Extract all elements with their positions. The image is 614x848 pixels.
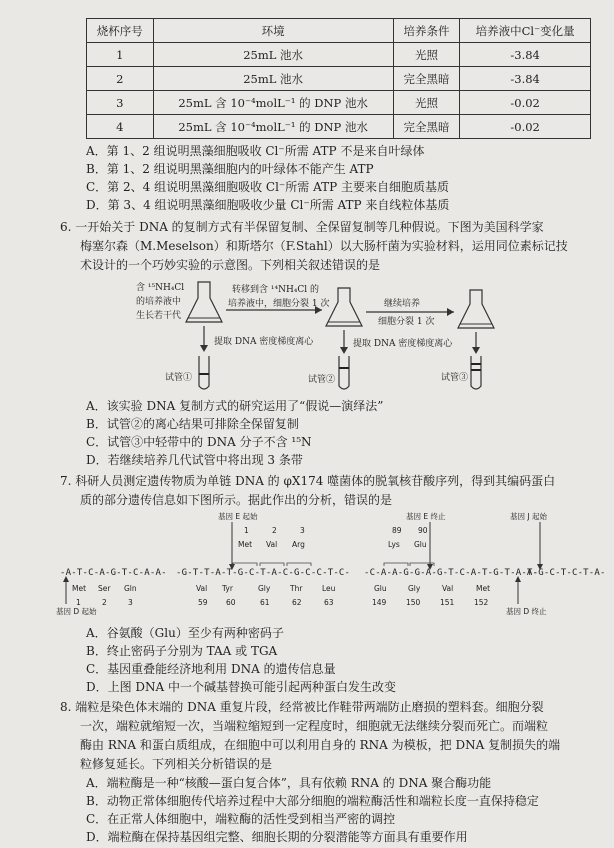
gene-d-codon-number: 1 — [76, 598, 81, 607]
gene-d-codon-number: 150 — [406, 598, 421, 607]
gene-d-codon-number: 60 — [226, 598, 236, 607]
q5-option-a: A．第 1、2 组说明黑藻细胞吸收 Cl⁻所需 ATP 不是来自叶绿体 — [86, 144, 425, 158]
gene-d-codon-number: 61 — [260, 598, 270, 607]
diagram-label: 提取 DNA 密度梯度离心 — [353, 339, 453, 349]
q8-option-c: C．在正常人体细胞中，端粒酶的活性受到相当严密的调控 — [86, 812, 396, 826]
codon-bracket-icon — [260, 563, 284, 566]
gene-d-amino-acid: Gln — [124, 584, 137, 593]
table-cell: 完全黑暗 — [393, 67, 460, 91]
gene-e-amino-acid: Arg — [292, 540, 305, 549]
q8-option-d: D．端粒酶在保持基因组完整、细胞长期的分裂潜能等方面具有重要作用 — [86, 830, 468, 844]
gene-d-amino-acid: Gly — [408, 584, 421, 593]
dna-sequence-segment: T-G-C-T-C-T-A- — [527, 568, 606, 578]
gene-d-amino-acid: Met — [476, 584, 491, 593]
gene-d-codon-number: 3 — [128, 598, 133, 607]
gene-d-codon-number: 152 — [474, 598, 489, 607]
table-cell: 4 — [87, 115, 154, 139]
gene-e-codon-number: 90 — [418, 526, 428, 535]
table-cell: 25mL 池水 — [153, 67, 393, 91]
table-cell: 25mL 含 10⁻⁴molL⁻¹ 的 DNP 池水 — [153, 91, 393, 115]
codon-bracket-icon — [233, 563, 257, 566]
diagram-label: 提取 DNA 密度梯度离心 — [214, 337, 314, 347]
table-header: 烧杯序号 — [87, 19, 154, 43]
q6-stem-line2: 梅塞尔森（M.Meselson）和斯塔尔（F.Stahl）以大肠杆菌为实验材料，运用同位素标记技 — [80, 239, 568, 253]
gene-d-codon-number: 149 — [372, 598, 387, 607]
gene-e-amino-acid: Lys — [388, 540, 400, 549]
q6-option-c: C．试管③中轻带中的 DNA 分子不含 ¹⁵N — [86, 435, 312, 449]
q7-option-a: A．谷氨酸（Glu）至少有两种密码子 — [86, 626, 284, 640]
q8-stem-line2: 一次，端粒就缩短一次，当端粒缩短到一定程度时，细胞就无法继续分裂而死亡。而端粒 — [80, 719, 549, 733]
table-cell: 25mL 含 10⁻⁴molL⁻¹ 的 DNP 池水 — [153, 115, 393, 139]
gene-d-amino-acid: Gly — [258, 584, 271, 593]
q7-option-c: C．基因重叠能经济地利用 DNA 的遗传信息量 — [86, 662, 336, 676]
q7-stem-line2: 质的部分遗传信息如下图所示。据此作出的分析，错误的是 — [80, 493, 393, 507]
codon-bracket-icon — [384, 563, 408, 566]
diagram-label: 的培养液中 — [136, 297, 182, 307]
diagram-label: 培养液中，细胞分裂 1 次 — [228, 299, 330, 309]
gene-e-amino-acid: Val — [266, 540, 278, 549]
dna-sequence-segment: -C-A-A-G-G-A-G-T-C-A-T-G-T-A-A- — [364, 568, 539, 578]
codon-bracket-icon — [287, 563, 311, 566]
q8-stem-line4: 粒修复延长。下列相关分析错误的是 — [80, 757, 273, 771]
gene-e-codon-number: 89 — [392, 526, 402, 535]
diagram-label: 生长若干代 — [136, 311, 182, 321]
gene-d-amino-acid: Tyr — [222, 584, 233, 593]
gene-e-codon-number: 2 — [272, 526, 277, 535]
table-cell: 25mL 池水 — [153, 43, 393, 67]
table-cell: -3.84 — [460, 67, 591, 91]
gene-e-amino-acid: Met — [238, 540, 253, 549]
gene-d-amino-acid: Met — [72, 584, 87, 593]
gene-d-amino-acid: Thr — [290, 584, 303, 593]
gene-d-codon-number: 59 — [198, 598, 208, 607]
table-cell: 光照 — [393, 43, 460, 67]
table-cell: 1 — [87, 43, 154, 67]
table-header: 培养液中Cl⁻变化量 — [460, 19, 591, 43]
gene-d-start-label: 基因 D 起始 — [56, 607, 97, 616]
table-cell: 光照 — [393, 91, 460, 115]
tube-label: 试管① — [165, 373, 193, 383]
q6-option-d: D．若继续培养几代试管中将出现 3 条带 — [86, 453, 303, 467]
gene-d-amino-acid: Ser — [98, 584, 111, 593]
diagram-label: 细胞分裂 1 次 — [378, 317, 435, 327]
q8-stem-line1: 8. 端粒是染色体末端的 DNA 重复片段，经常被比作鞋带两端防止磨损的塑料套。细胞分裂 — [60, 700, 544, 714]
q8-option-a: A．端粒酶是一种“核酸—蛋白复合体”，具有依赖 RNA 的 DNA 聚合酶功能 — [86, 776, 492, 790]
diagram-label: 含 ¹⁵NH₄Cl — [136, 283, 185, 293]
tube-label: 试管② — [308, 375, 336, 385]
gene-e-amino-acid: Glu — [414, 540, 427, 549]
gene-e-codon-number: 3 — [300, 526, 305, 535]
q8-option-b: B．动物正常体细胞传代培养过程中大部分细胞的端粒酶活性和端粒长度一直保持稳定 — [86, 794, 539, 808]
dna-sequence-segment: -G-T-T-A-T-G-C-T-A-C-G-C-C-T-C- — [176, 568, 351, 578]
gene-d-codon-number: 2 — [102, 598, 107, 607]
table-header: 环境 — [153, 19, 393, 43]
diagram-label: 转移到含 ¹⁴NH₄Cl 的 — [232, 285, 320, 295]
q7-option-d: D．上图 DNA 中一个碱基替换可能引起两种蛋白发生改变 — [86, 680, 397, 694]
q6-stem-line1: 6. 一开始关于 DNA 的复制方式有半保留复制、全保留复制等几种假说。下图为美国科学家 — [60, 220, 544, 234]
gene-e-end-label: 基因 E 终止 — [406, 512, 446, 521]
q5-option-c: C．第 2、4 组说明黑藻细胞吸收 Cl⁻所需 ATP 主要来自细胞质基质 — [86, 180, 449, 194]
q7-stem-line1: 7. 科研人员测定遗传物质为单链 DNA 的 φX174 噬菌体的脱氧核苷酸序列，得到其编码蛋白 — [60, 474, 556, 488]
table-cell: 完全黑暗 — [393, 115, 460, 139]
q8-stem-line3: 酶由 RNA 和蛋白质组成，在细胞中可以利用自身的 RNA 为模板，把 DNA 复制损失的端 — [80, 738, 561, 752]
gene-e-start-label: 基因 E 起始 — [218, 512, 258, 521]
gene-d-codon-number: 62 — [292, 598, 302, 607]
gene-d-amino-acid: Val — [442, 584, 454, 593]
q6-stem-line3: 术设计的一个巧妙实验的示意图。下列相关叙述错误的是 — [80, 258, 381, 272]
gene-d-amino-acid: Val — [196, 584, 208, 593]
q5-option-d: D．第 3、4 组说明黑藻细胞吸收少量 Cl⁻所需 ATP 来自线粒体基质 — [86, 198, 450, 212]
diagram-label: 继续培养 — [384, 299, 421, 309]
gene-d-amino-acid: Leu — [322, 584, 336, 593]
table-cell: 3 — [87, 91, 154, 115]
gene-j-start-label: 基因 J 起始 — [510, 512, 547, 521]
q5-option-b: B．第 1、2 组说明黑藻细胞内的叶绿体不能产生 ATP — [86, 162, 374, 176]
dna-sequence-segment: -A-T-C-A-G-T-C-A-A- — [60, 568, 167, 578]
table-cell: -0.02 — [460, 115, 591, 139]
q7-option-b: B．终止密码子分别为 TAA 或 TGA — [86, 644, 278, 658]
table-cell: 2 — [87, 67, 154, 91]
gene-e-codon-number: 1 — [244, 526, 249, 535]
q6-option-b: B．试管②的离心结果可排除全保留复制 — [86, 417, 299, 431]
gene-d-end-label: 基因 D 终止 — [506, 607, 547, 616]
table-header: 培养条件 — [393, 19, 460, 43]
gene-d-codon-number: 151 — [440, 598, 455, 607]
gene-d-amino-acid: Glu — [374, 584, 387, 593]
table-cell: -3.84 — [460, 43, 591, 67]
tube-label: 试管③ — [441, 373, 469, 383]
q6-option-a: A．该实验 DNA 复制方式的研究运用了“假说—演绎法” — [86, 399, 384, 413]
gene-d-codon-number: 63 — [324, 598, 334, 607]
table-cell: -0.02 — [460, 91, 591, 115]
